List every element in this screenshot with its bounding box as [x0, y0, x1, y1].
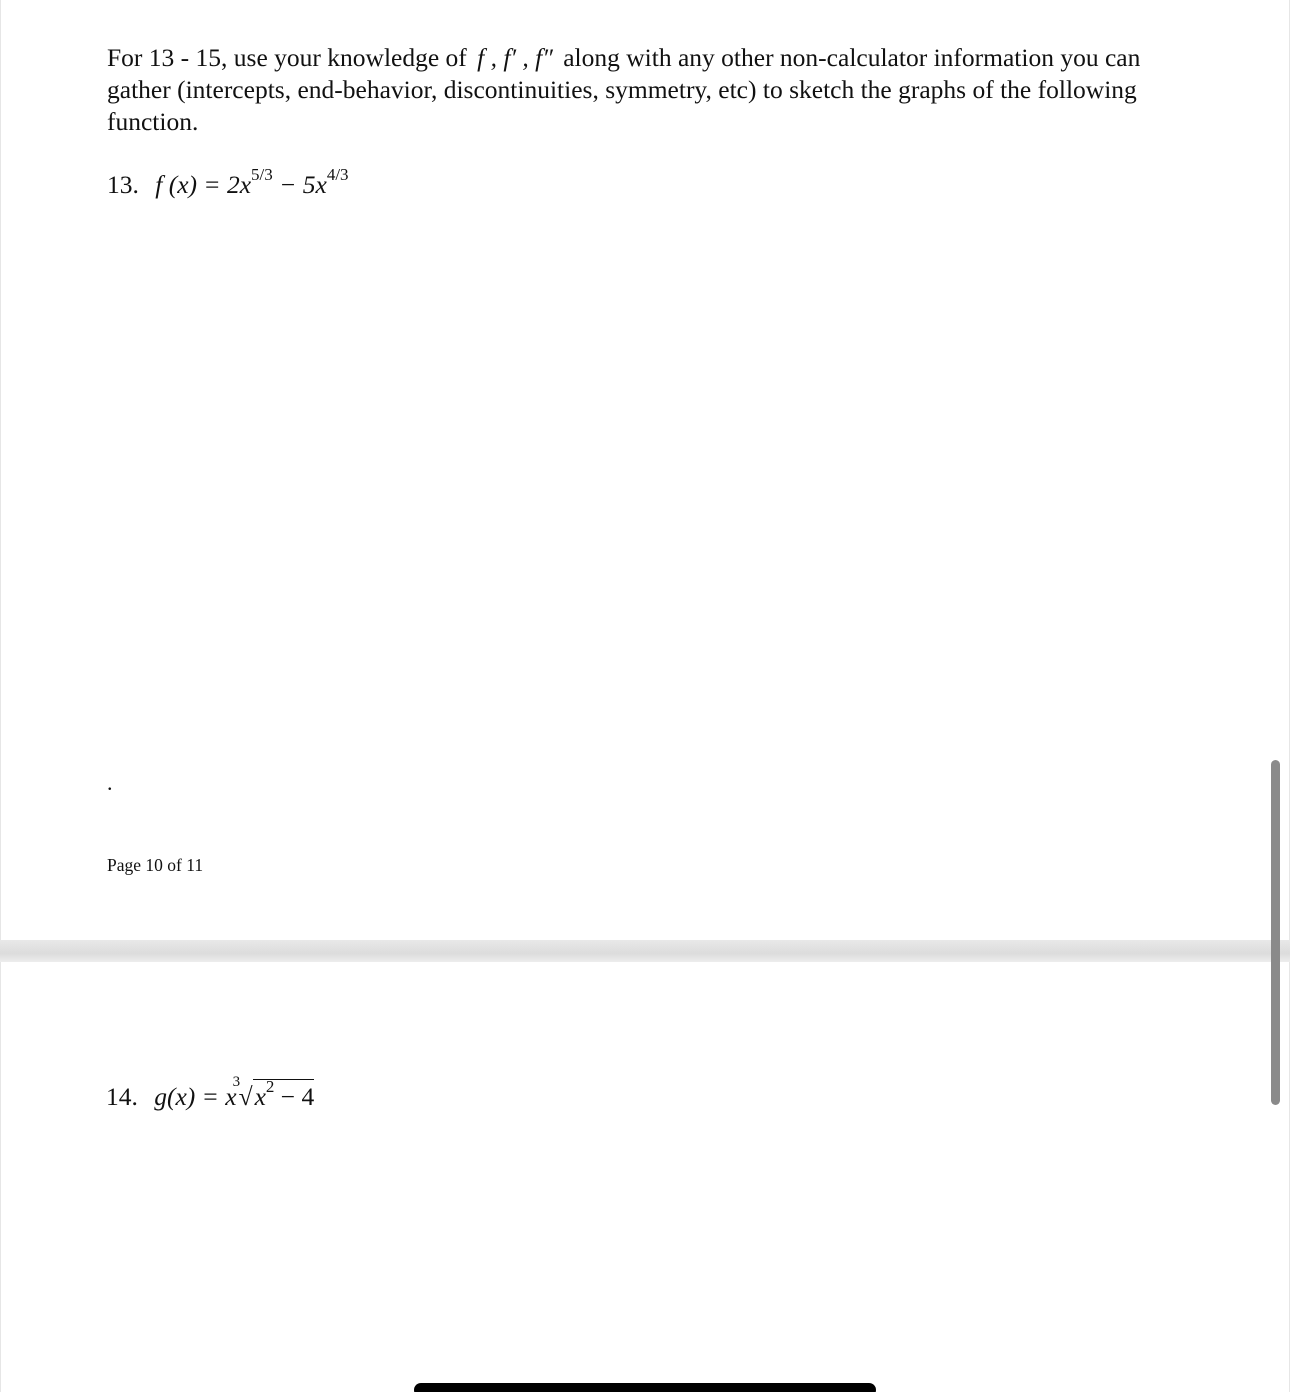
- problem-13-lhs: f (x) = 2x: [155, 170, 252, 199]
- radicand-rest: − 4: [274, 1082, 315, 1111]
- instructions-suffix: along with any other non-calculator information you can gather (intercepts, end-behavior, discontinuities, symmetry, etc) to sketch the graphs of the following function.: [107, 43, 1141, 136]
- page-number-footer: Page 10 of 11: [107, 855, 204, 875]
- root-index: 3: [232, 1074, 241, 1090]
- problem-number: 14.: [106, 1082, 138, 1111]
- instructions-prefix: For 13 - 15, use your knowledge of: [107, 43, 467, 72]
- radicand-exponent: 2: [265, 1077, 275, 1096]
- instructions-paragraph: [107, 42, 1187, 138]
- home-indicator[interactable]: [414, 1383, 876, 1392]
- problem-13-exponent-2: 4/3: [326, 165, 349, 184]
- problem-13-mid: − 5x: [272, 170, 327, 199]
- cube-root: 3 $√x^2 - 4$: [232, 1074, 315, 1111]
- instructions-functions: f , f′ , f″: [477, 43, 553, 72]
- page-separator: [0, 940, 1290, 962]
- problem-14-lhs: g(x) = x: [154, 1082, 237, 1111]
- pdf-page: [0, 962, 1290, 1392]
- problem-13: [107, 165, 349, 200]
- radicand-base: x: [254, 1082, 266, 1111]
- problem-14: [106, 1074, 315, 1112]
- radicand: [253, 1079, 315, 1111]
- stray-mark: .: [107, 770, 113, 795]
- vertical-scrollbar[interactable]: [1271, 760, 1280, 1105]
- problem-number: 13.: [107, 170, 139, 199]
- problem-13-exponent-1: 5/3: [251, 165, 273, 184]
